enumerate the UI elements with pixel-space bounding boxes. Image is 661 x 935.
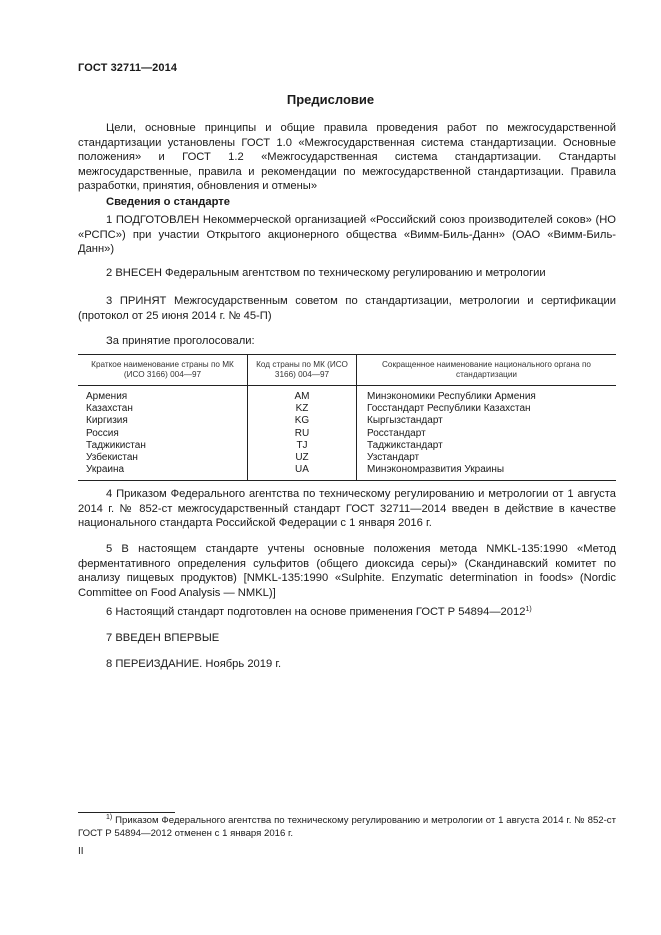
country-cell: Армения <box>86 391 128 402</box>
code-cell: RU <box>248 428 357 440</box>
body-cell: Узстандарт <box>357 452 617 464</box>
item-8: 8 ПЕРЕИЗДАНИЕ. Ноябрь 2019 г. <box>106 658 282 670</box>
item-7: 7 ВВЕДЕН ВПЕРВЫЕ <box>106 632 220 644</box>
country-cell: Казахстан <box>86 403 133 415</box>
country-cell: Россия <box>86 427 119 439</box>
footnote-divider <box>78 812 175 813</box>
item-6-text: 6 Настоящий стандарт подготовлен на основе применения ГОСТ Р 54894—2012 <box>106 606 526 618</box>
body-cell: Таджикстандарт <box>357 440 617 452</box>
code-cell: UZ <box>248 452 357 464</box>
table-row <box>78 440 616 452</box>
table-row <box>78 464 616 481</box>
item-2: 2 ВНЕСЕН Федеральным агентством по техническому регулированию и метрологии <box>106 267 546 279</box>
table-header-row <box>78 355 616 386</box>
column-header-country: Краткое наименование страны по МК (ИСО 3166) 004—97 <box>78 355 248 386</box>
country-cell: Украина <box>78 464 248 481</box>
code-cell: UA <box>248 464 357 481</box>
body-cell: Минэкономики Республики Армения <box>357 386 617 404</box>
page-title: Предисловие <box>286 92 375 107</box>
body-cell: Росстандарт <box>357 428 617 440</box>
body-cell: Кыргызстандарт <box>357 415 617 427</box>
country-cell: Таджикистан <box>86 439 146 451</box>
body-cell: Минэкономразвития Украины <box>357 464 617 481</box>
vote-label: За принятие проголосовали: <box>106 335 255 347</box>
code-cell: TJ <box>248 440 357 452</box>
document-code: ГОСТ 32711—2014 <box>78 62 178 74</box>
item-5: 5 В настоящем стандарте учтены основные положения метода NMKL-135:1990 «Метод ферментативного определения сульфитов (общего диоксида серы)» (Скандинавский комитет по анализу пищевых продуктов) [NMKL-135:1990 «Sulphite. Enzymatic determination in foods» (Nordic Committee on Food Analysis — NMKL)] <box>78 543 616 599</box>
section-heading: Сведения о стандарте <box>106 196 230 208</box>
footnote-mark: 1) <box>106 814 113 821</box>
code-cell: AM <box>248 386 357 404</box>
table-row <box>78 428 616 440</box>
intro-paragraph: Цели, основные принципы и общие правила проведения работ по межгосударственной стандартизации установлены ГОСТ 1.0 «Межгосударственная система стандартизации. Основные положения» и ГОСТ 1.2 «Межгосударственная система стандартизации. Стандарты межгосударственные, правила и рекомендации по межгосударственной стандартизации. Правила разработки, принятия, обновления и отмены» <box>78 122 616 193</box>
footnote-reference: 1) <box>525 606 532 613</box>
item-4: 4 Приказом Федерального агентства по техническому регулированию и метрологии от 1 августа 2014 г. № 852-ст межгосударственный стандарт ГОСТ 32711—2014 введен в действие в качестве национального стандарта Российской Федерации с 1 января 2016 г. <box>78 488 616 530</box>
item-1: 1 ПОДГОТОВЛЕН Некоммерческой организацией «Российский союз производителей соков» (НО «РСПС») при участии Открытого акционерного общества «Вимм-Биль-Данн» (ОАО «Вимм-Биль-Данн») <box>78 214 616 256</box>
column-header-body: Сокращенное наименование национального органа по стандартизации <box>357 355 617 386</box>
item-6 <box>78 605 616 620</box>
code-cell: KG <box>248 415 357 427</box>
footnote <box>78 815 616 840</box>
country-cell: Узбекистан <box>86 451 138 463</box>
page-number: II <box>78 846 84 857</box>
table-row <box>78 403 616 415</box>
footnote-text: Приказом Федерального агентства по техническому регулированию и метрологии от 1 августа 2014 г. № 852-ст ГОСТ Р 54894—2012 отменен с 1 января 2016 г. <box>78 815 616 839</box>
code-cell: KZ <box>248 403 357 415</box>
item-3: 3 ПРИНЯТ Межгосударственным советом по стандартизации, метрологии и сертификации (протокол от 25 июня 2014 г. № 45-П) <box>78 295 616 322</box>
table-row <box>78 386 616 404</box>
table-row <box>78 415 616 427</box>
voting-states-table <box>78 354 616 481</box>
table-row <box>78 452 616 464</box>
country-cell: Киргизия <box>86 415 128 427</box>
column-header-code: Код страны по МК (ИСО 3166) 004—97 <box>248 355 357 386</box>
body-cell: Госстандарт Республики Казахстан <box>357 403 617 415</box>
